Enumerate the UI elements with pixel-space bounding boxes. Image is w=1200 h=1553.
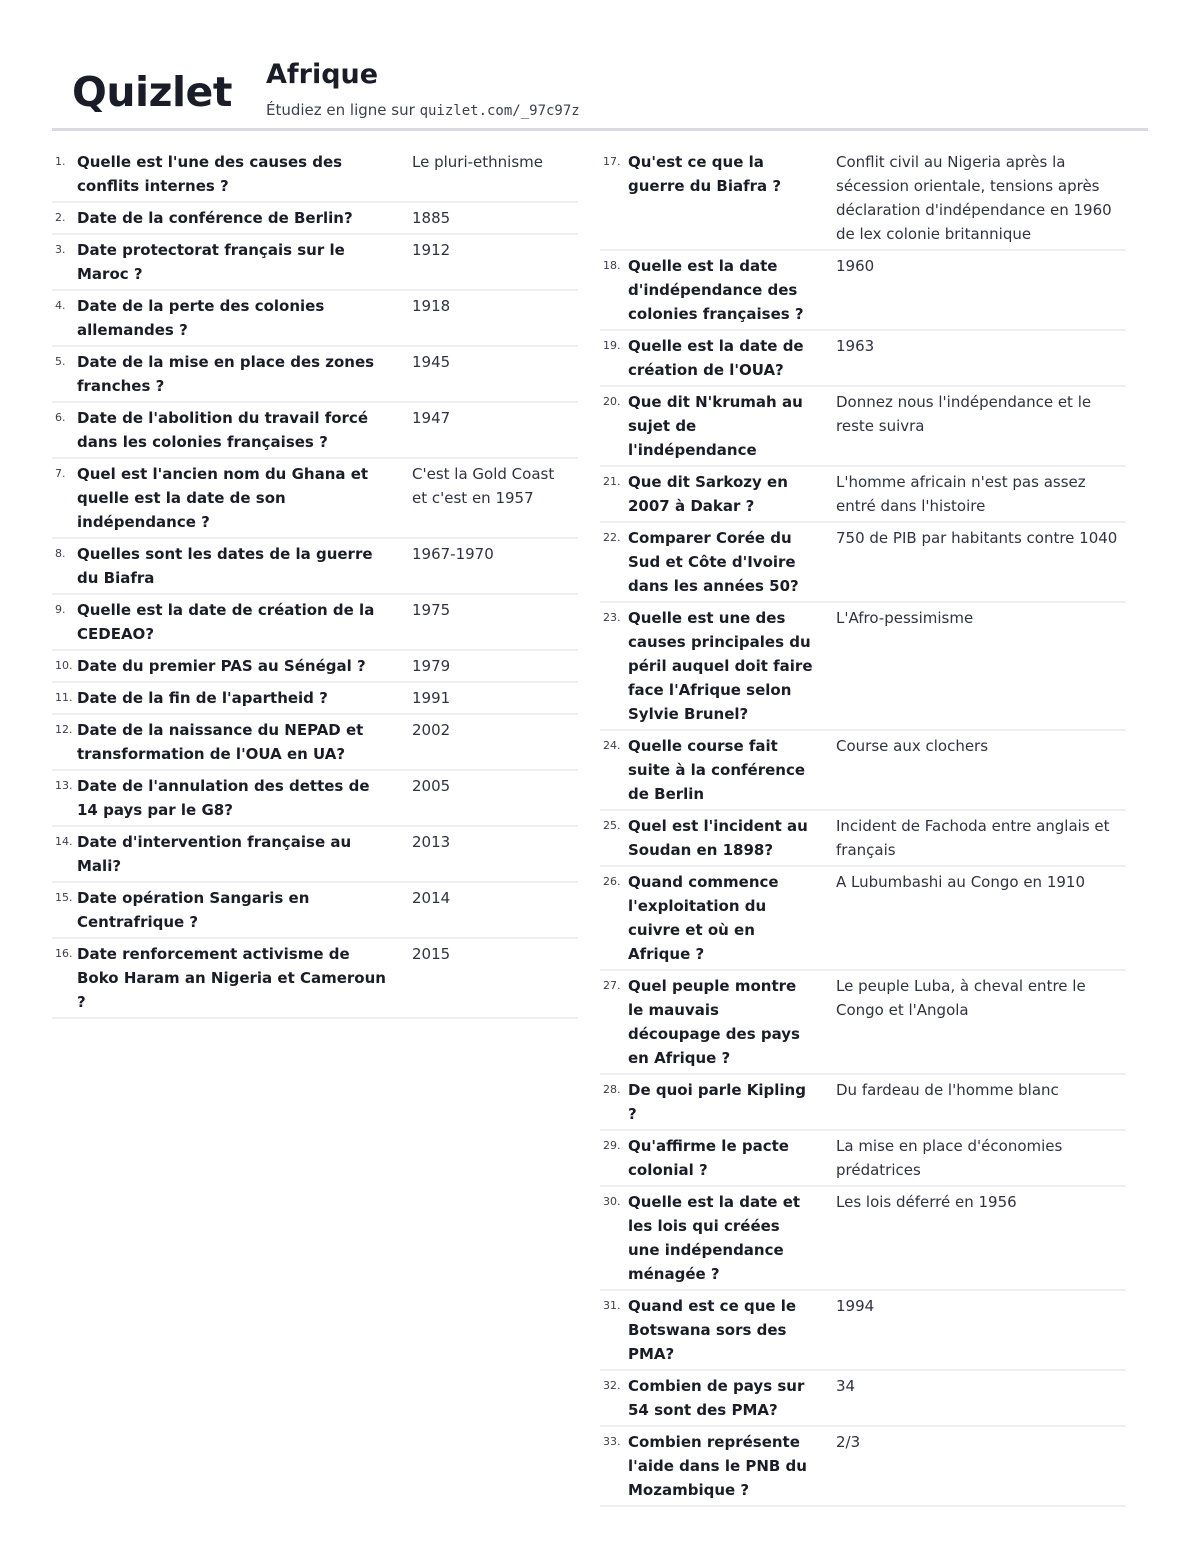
card-number: 16.	[55, 947, 73, 960]
card-term: Quelle course fait suite à la conférence de Berlin	[628, 737, 806, 803]
card-number: 8.	[55, 547, 66, 560]
card-definition: Course aux clochers	[836, 737, 989, 755]
set-subtitle	[266, 100, 580, 121]
card-definition: L'Afro-pessimisme	[836, 609, 974, 627]
card-term: Date d'intervention française au Mali?	[77, 833, 352, 875]
flashcard-row	[600, 603, 1126, 731]
card-definition: 1960	[836, 257, 875, 275]
card-term: Quand commence l'exploitation du cuivre et où en Afrique ?	[628, 873, 779, 963]
header-divider	[52, 128, 1148, 131]
card-definition: 1947	[412, 409, 451, 427]
card-number: 26.	[603, 875, 621, 888]
card-definition: 34	[836, 1377, 856, 1395]
card-term: Que dit N'krumah au sujet de l'indépendance	[628, 393, 803, 459]
card-term: Date de la naissance du NEPAD et transformation de l'OUA en UA?	[77, 721, 364, 763]
quizlet-logo[interactable]: Quizlet	[72, 68, 232, 116]
card-definition: 1912	[412, 241, 451, 259]
flashcard-row	[600, 1131, 1126, 1187]
card-number: 1.	[55, 155, 66, 168]
flashcard-row	[600, 251, 1126, 331]
card-term: Date protectorat français sur le Maroc ?	[77, 241, 345, 283]
flashcard-row	[600, 867, 1126, 971]
card-definition: Le peuple Luba, à cheval entre le Congo et l'Angola	[836, 977, 1086, 1019]
card-term: Qu'est ce que la guerre du Biafra ?	[628, 153, 782, 195]
card-number: 28.	[603, 1083, 621, 1096]
flashcard-row	[52, 651, 578, 683]
card-definition: 750 de PIB par habitants contre 1040	[836, 529, 1118, 547]
card-term: De quoi parle Kipling ?	[628, 1081, 806, 1123]
card-term: Date de l'abolition du travail forcé dans les colonies françaises ?	[77, 409, 368, 451]
set-url-link[interactable]: quizlet.com/_97c97z	[419, 103, 580, 119]
card-number: 30.	[603, 1195, 621, 1208]
card-number: 18.	[603, 259, 621, 272]
card-definition: Du fardeau de l'homme blanc	[836, 1081, 1059, 1099]
card-number: 20.	[603, 395, 621, 408]
flashcard-row	[52, 291, 578, 347]
flashcard-row	[600, 467, 1126, 523]
card-number: 21.	[603, 475, 621, 488]
card-number: 5.	[55, 355, 66, 368]
card-number: 2.	[55, 211, 66, 224]
card-definition: 1975	[412, 601, 451, 619]
card-number: 6.	[55, 411, 66, 424]
flashcard-row	[52, 235, 578, 291]
left-column	[52, 147, 578, 1019]
flashcard-row	[52, 347, 578, 403]
card-definition: 1918	[412, 297, 451, 315]
card-number: 10.	[55, 659, 73, 672]
flashcard-row	[52, 715, 578, 771]
flashcard-row	[52, 827, 578, 883]
card-number: 22.	[603, 531, 621, 544]
card-term: Date de la mise en place des zones franches ?	[77, 353, 375, 395]
card-term: Date de la fin de l'apartheid ?	[77, 689, 328, 707]
card-term: Combien de pays sur 54 sont des PMA?	[628, 1377, 805, 1419]
card-number: 13.	[55, 779, 73, 792]
card-term: Quelle est la date d'indépendance des colonies françaises ?	[628, 257, 804, 323]
card-definition: Conflit civil au Nigeria après la sécession orientale, tensions après déclaration d'indépendance en 1960 de lex colonie britannique	[836, 153, 1112, 243]
card-term: Quelle est la date de création de la CEDEAO?	[77, 601, 375, 643]
card-term: Comparer Corée du Sud et Côte d'Ivoire dans les années 50?	[628, 529, 799, 595]
flashcard-row	[52, 595, 578, 651]
card-number: 14.	[55, 835, 73, 848]
flashcard-row	[52, 539, 578, 595]
card-term: Qu'affirme le pacte colonial ?	[628, 1137, 789, 1179]
card-term: Date de la perte des colonies allemandes ?	[77, 297, 325, 339]
card-term: Quand est ce que le Botswana sors des PMA?	[628, 1297, 797, 1363]
card-definition: 1991	[412, 689, 451, 707]
flashcard-row	[600, 1427, 1126, 1507]
card-definition: 1945	[412, 353, 451, 371]
card-number: 3.	[55, 243, 66, 256]
card-number: 33.	[603, 1435, 621, 1448]
card-definition: Incident de Fachoda entre anglais et français	[836, 817, 1110, 859]
card-number: 25.	[603, 819, 621, 832]
set-title: Afrique	[266, 59, 379, 90]
page-header	[52, 52, 1148, 130]
card-definition: 1885	[412, 209, 451, 227]
card-definition: 1963	[836, 337, 875, 355]
card-term: Quel peuple montre le mauvais découpage des pays en Afrique ?	[628, 977, 800, 1067]
flashcard-row	[600, 147, 1126, 251]
flashcard-row	[600, 971, 1126, 1075]
card-term: Date de l'annulation des dettes de 14 pays par le G8?	[77, 777, 370, 819]
card-number: 11.	[55, 691, 73, 704]
card-number: 24.	[603, 739, 621, 752]
card-number: 15.	[55, 891, 73, 904]
card-number: 7.	[55, 467, 66, 480]
card-term: Combien représente l'aide dans le PNB du Mozambique ?	[628, 1433, 807, 1499]
card-number: 31.	[603, 1299, 621, 1312]
card-number: 23.	[603, 611, 621, 624]
flashcard-row	[52, 147, 578, 203]
card-number: 27.	[603, 979, 621, 992]
card-term: Date renforcement activisme de Boko Haram an Nigeria et Cameroun ?	[77, 945, 386, 1011]
flashcard-row	[600, 731, 1126, 811]
card-definition: 2002	[412, 721, 451, 739]
card-definition: Le pluri-ethnisme	[412, 153, 543, 171]
flashcard-row	[52, 459, 578, 539]
flashcard-row	[52, 939, 578, 1019]
flashcard-row	[600, 1075, 1126, 1131]
card-term: Quel est l'incident au Soudan en 1898?	[628, 817, 808, 859]
flashcard-row	[600, 523, 1126, 603]
card-number: 12.	[55, 723, 73, 736]
card-definition: 2/3	[836, 1433, 861, 1451]
card-definition: L'homme africain n'est pas assez entré dans l'histoire	[836, 473, 1086, 515]
flashcard-row	[600, 387, 1126, 467]
card-definition: La mise en place d'économies prédatrices	[836, 1137, 1063, 1179]
card-definition: C'est la Gold Coast et c'est en 1957	[412, 465, 555, 507]
card-term: Quelle est la date de création de l'OUA?	[628, 337, 804, 379]
flashcard-row	[52, 883, 578, 939]
flashcard-row	[52, 771, 578, 827]
flashcard-row	[600, 331, 1126, 387]
card-number: 29.	[603, 1139, 621, 1152]
flashcard-row	[52, 203, 578, 235]
card-term: Date de la conférence de Berlin?	[77, 209, 353, 227]
card-term: Quelle est l'une des causes des conflits internes ?	[77, 153, 343, 195]
right-column	[600, 147, 1126, 1507]
flashcard-row	[600, 811, 1126, 867]
card-definition: 1967-1970	[412, 545, 494, 563]
card-definition: 1979	[412, 657, 451, 675]
flashcard-row	[52, 403, 578, 459]
card-definition: A Lubumbashi au Congo en 1910	[836, 873, 1086, 891]
card-definition: 2015	[412, 945, 451, 963]
card-term: Que dit Sarkozy en 2007 à Dakar ?	[628, 473, 788, 515]
subtitle-text: Étudiez en ligne sur	[266, 101, 415, 119]
card-definition: Donnez nous l'indépendance et le reste suivra	[836, 393, 1092, 435]
card-definition: 2005	[412, 777, 451, 795]
card-definition: 1994	[836, 1297, 875, 1315]
flashcard-row	[600, 1187, 1126, 1291]
card-number: 17.	[603, 155, 621, 168]
flashcard-row	[600, 1371, 1126, 1427]
card-term: Date du premier PAS au Sénégal ?	[77, 657, 366, 675]
flashcard-row	[600, 1291, 1126, 1371]
card-term: Date opération Sangaris en Centrafrique ?	[77, 889, 310, 931]
card-definition: 2013	[412, 833, 451, 851]
card-term: Quelles sont les dates de la guerre du Biafra	[77, 545, 373, 587]
card-definition: Les lois déferré en 1956	[836, 1193, 1017, 1211]
card-number: 9.	[55, 603, 66, 616]
card-number: 19.	[603, 339, 621, 352]
card-term: Quel est l'ancien nom du Ghana et quelle est la date de son indépendance ?	[77, 465, 369, 531]
card-term: Quelle est la date et les lois qui créées une indépendance ménagée ?	[628, 1193, 801, 1283]
flashcard-row	[52, 683, 578, 715]
card-term: Quelle est une des causes principales du péril auquel doit faire face l'Afrique selon Sylvie Brunel?	[628, 609, 813, 723]
card-number: 4.	[55, 299, 66, 312]
card-number: 32.	[603, 1379, 621, 1392]
card-definition: 2014	[412, 889, 451, 907]
